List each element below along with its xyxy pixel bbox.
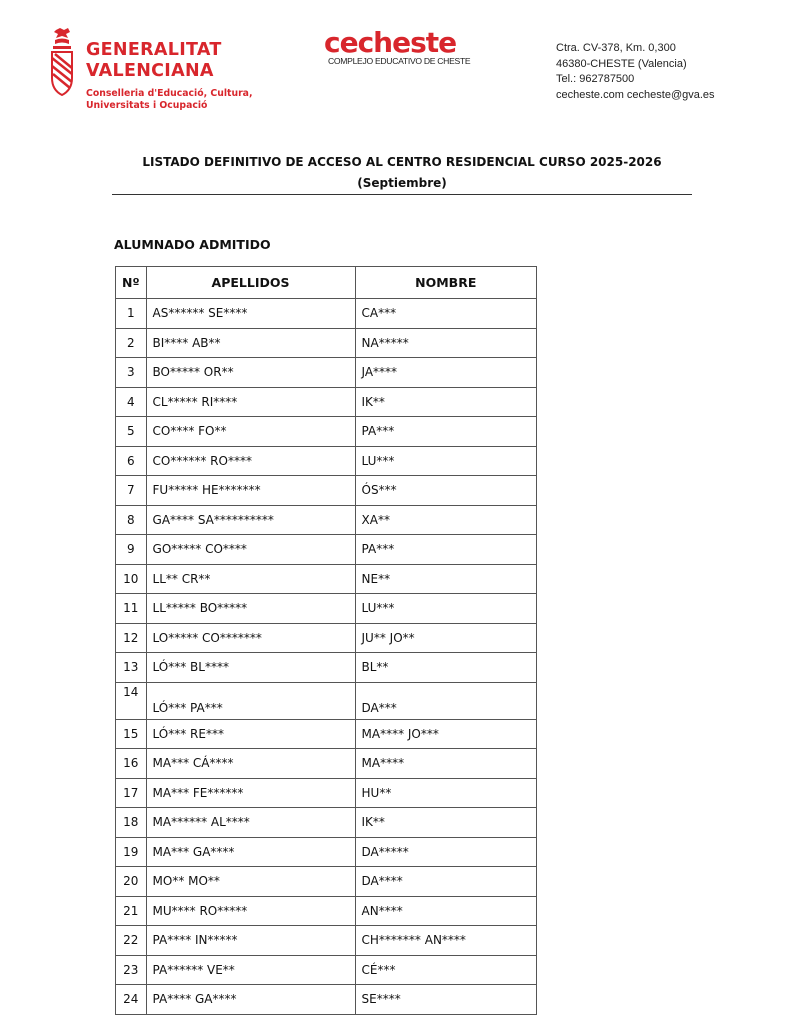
generalitat-valenciana-logo (48, 28, 253, 118)
row-nombre: SE**** (355, 985, 536, 1015)
title-divider (112, 194, 692, 195)
coat-of-arms-icon (48, 28, 76, 96)
table-row (116, 446, 537, 476)
row-number: 21 (116, 896, 147, 926)
table-row (116, 985, 537, 1015)
row-number: 16 (116, 749, 147, 779)
row-number: 7 (116, 476, 147, 506)
row-nombre: DA**** (355, 867, 536, 897)
row-nombre: NE** (355, 564, 536, 594)
row-nombre: DA*** (355, 682, 536, 719)
row-nombre: IK** (355, 387, 536, 417)
row-nombre: NA***** (355, 328, 536, 358)
row-apellidos: MO** MO** (146, 867, 355, 897)
section-title: ALUMNADO ADMITIDO (114, 237, 271, 252)
row-nombre: BL** (355, 653, 536, 683)
row-number: 10 (116, 564, 147, 594)
table-header-row (116, 267, 537, 299)
row-number: 3 (116, 358, 147, 388)
row-number: 20 (116, 867, 147, 897)
document-title: LISTADO DEFINITIVO DE ACCESO AL CENTRO RESIDENCIAL CURSO 2025-2026 (142, 155, 662, 169)
table-row (116, 653, 537, 683)
row-apellidos: AS****** SE**** (146, 299, 355, 329)
row-apellidos: LÓ*** RE*** (146, 719, 355, 749)
row-apellidos: CO****** RO**** (146, 446, 355, 476)
row-nombre: CH******* AN**** (355, 926, 536, 956)
row-nombre: HU** (355, 778, 536, 808)
row-apellidos: LO***** CO******* (146, 623, 355, 653)
row-number: 14 (116, 682, 147, 719)
row-apellidos: PA**** IN***** (146, 926, 355, 956)
row-nombre: MA**** (355, 749, 536, 779)
header-nombre: NOMBRE (355, 267, 536, 299)
row-nombre: ÓS*** (355, 476, 536, 506)
gva-name-line1: GENERALITAT (86, 40, 222, 60)
table-row (116, 749, 537, 779)
row-nombre: PA*** (355, 535, 536, 565)
row-apellidos: BI**** AB** (146, 328, 355, 358)
document-subtitle: (Septiembre) (357, 176, 447, 190)
row-number: 12 (116, 623, 147, 653)
row-nombre: CA*** (355, 299, 536, 329)
row-number: 2 (116, 328, 147, 358)
table-row (116, 867, 537, 897)
row-apellidos: MU**** RO***** (146, 896, 355, 926)
cecheste-wordmark: cecheste (324, 26, 457, 59)
row-apellidos: GO***** CO**** (146, 535, 355, 565)
row-number: 24 (116, 985, 147, 1015)
row-number: 13 (116, 653, 147, 683)
table-row (116, 535, 537, 565)
row-number: 6 (116, 446, 147, 476)
table-row (116, 719, 537, 749)
row-nombre: PA*** (355, 417, 536, 447)
table-row (116, 299, 537, 329)
table-row (116, 623, 537, 653)
row-nombre: JU** JO** (355, 623, 536, 653)
row-number: 9 (116, 535, 147, 565)
row-number: 23 (116, 955, 147, 985)
row-number: 15 (116, 719, 147, 749)
contact-city: 46380-CHESTE (Valencia) (556, 57, 687, 70)
row-nombre: LU*** (355, 446, 536, 476)
row-apellidos: LÓ*** PA*** (146, 682, 355, 719)
row-apellidos: MA*** FE****** (146, 778, 355, 808)
contact-info (556, 41, 715, 103)
row-number: 8 (116, 505, 147, 535)
row-apellidos: FU***** HE******* (146, 476, 355, 506)
table-row (116, 808, 537, 838)
row-apellidos: GA**** SA********** (146, 505, 355, 535)
conselleria-line1: Conselleria d'Educació, Cultura, (86, 88, 253, 99)
row-number: 11 (116, 594, 147, 624)
table-row (116, 328, 537, 358)
row-apellidos: PA****** VE** (146, 955, 355, 985)
row-number: 17 (116, 778, 147, 808)
row-apellidos: MA****** AL**** (146, 808, 355, 838)
row-apellidos: LÓ*** BL**** (146, 653, 355, 683)
row-nombre: XA** (355, 505, 536, 535)
table-row (116, 955, 537, 985)
row-apellidos: BO***** OR** (146, 358, 355, 388)
conselleria-line2: Universitats i Ocupació (86, 100, 208, 111)
gva-name-line2: VALENCIANA (86, 61, 214, 81)
row-apellidos: CL***** RI**** (146, 387, 355, 417)
table-row (116, 896, 537, 926)
row-apellidos: LL***** BO***** (146, 594, 355, 624)
cecheste-subtitle: COMPLEJO EDUCATIVO DE CHESTE (328, 56, 471, 66)
row-apellidos: MA*** CÁ**** (146, 749, 355, 779)
contact-web-email: cecheste.com cecheste@gva.es (556, 88, 715, 101)
row-apellidos: MA*** GA**** (146, 837, 355, 867)
row-number: 19 (116, 837, 147, 867)
table-row (116, 682, 537, 719)
table-row (116, 358, 537, 388)
header-number: Nº (116, 267, 147, 299)
table-row (116, 564, 537, 594)
row-number: 1 (116, 299, 147, 329)
row-apellidos: CO**** FO** (146, 417, 355, 447)
table-row (116, 476, 537, 506)
table-row (116, 594, 537, 624)
row-nombre: LU*** (355, 594, 536, 624)
header-apellidos: APELLIDOS (146, 267, 355, 299)
table-row (116, 417, 537, 447)
row-number: 22 (116, 926, 147, 956)
row-nombre: AN**** (355, 896, 536, 926)
row-apellidos: LL** CR** (146, 564, 355, 594)
table-row (116, 837, 537, 867)
contact-phone: Tel.: 962787500 (556, 73, 635, 85)
table-row (116, 778, 537, 808)
row-number: 4 (116, 387, 147, 417)
table-row (116, 926, 537, 956)
row-apellidos: PA**** GA**** (146, 985, 355, 1015)
admitted-students-table (115, 266, 537, 1015)
table-row (116, 505, 537, 535)
row-nombre: MA**** JO*** (355, 719, 536, 749)
cecheste-logo (322, 26, 472, 70)
row-nombre: DA***** (355, 837, 536, 867)
row-number: 5 (116, 417, 147, 447)
row-nombre: CÉ*** (355, 955, 536, 985)
row-nombre: JA**** (355, 358, 536, 388)
table-row (116, 387, 537, 417)
row-nombre: IK** (355, 808, 536, 838)
contact-address: Ctra. CV-378, Km. 0,300 (556, 42, 676, 54)
row-number: 18 (116, 808, 147, 838)
